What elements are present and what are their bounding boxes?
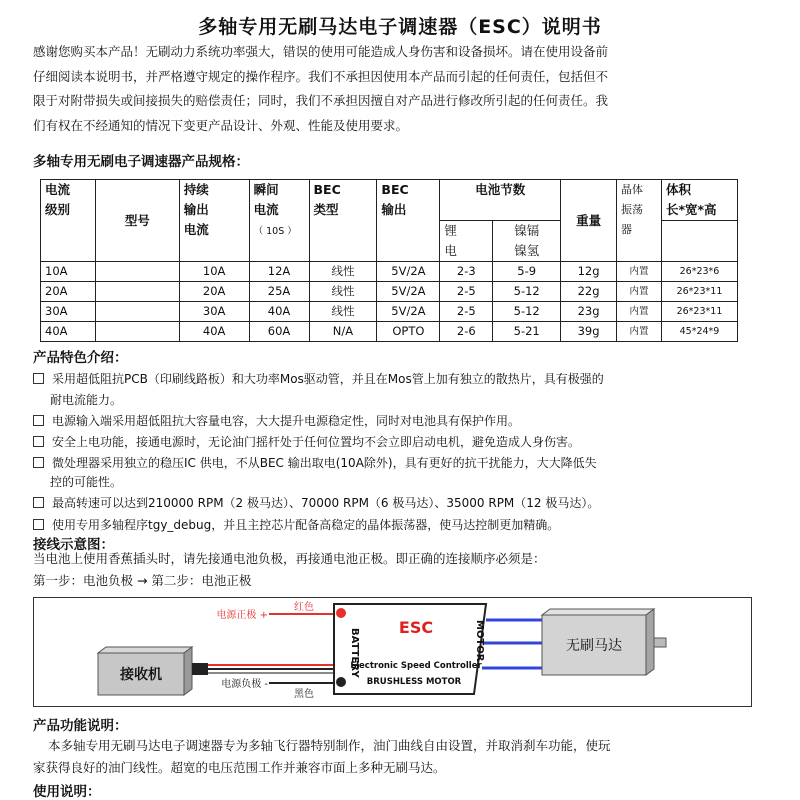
intro-paragraph xyxy=(33,40,733,138)
list-item: 安全上电功能，接通电源时，无论油门摇杆处于任何位置均不会立即启动电机，避免造成人身伤害。 xyxy=(33,433,580,450)
checkbox-icon xyxy=(33,415,44,426)
motor-shaft xyxy=(654,638,666,647)
header-burst: 瞬间 电流 （ 10S ） xyxy=(249,180,309,262)
intro-line: 限于对附带损失或间接损失的赔偿责任；同时，我们不承担因擅自对产品进行修改所引起的任何责任。我 xyxy=(33,93,609,108)
header-size: 体积 长*宽*高 xyxy=(661,180,737,221)
wiring-steps: 第一步：电池负极 → 第二步：电池正极 xyxy=(33,573,252,588)
negative-terminal-icon xyxy=(336,677,346,687)
table-row: 20A 20A 25A 线性 5V/2A 2-5 5-12 22g 内置 26*23*11 xyxy=(41,282,738,302)
signal-plug xyxy=(192,663,208,675)
receiver-box-side xyxy=(184,647,192,695)
list-item: 电源输入端采用超低阻抗大容量电容，大大提升电源稳定性，同时对电池具有保护作用。 xyxy=(33,412,520,429)
table-row: 30A 30A 40A 线性 5V/2A 2-5 5-12 23g 内置 26*23*11 xyxy=(41,302,738,322)
power-positive-label: 电源正极 + xyxy=(216,610,268,621)
intro-line: 感谢您购买本产品！无刷动力系统功率强大，错误的使用可能造成人身伤害和设备损坏。请在使用设备前 xyxy=(33,44,609,59)
motor-box-side xyxy=(646,609,654,675)
spec-heading: 多轴专用无刷电子调速器产品规格： xyxy=(33,154,249,170)
esc-label: ESC xyxy=(398,618,434,637)
header-weight: 重量 xyxy=(561,180,617,262)
list-item: 最高转速可以达到210000 RPM（2 极马达）、70000 RPM（6 极马达）、35000 RPM（12 极马达）。 xyxy=(33,494,599,511)
header-continuous: 持续 输出 电流 xyxy=(179,180,249,262)
brushless-label: BRUSHLESS MOTOR xyxy=(366,677,462,687)
features-heading: 产品特色介绍： xyxy=(33,350,128,366)
header-size-blank xyxy=(661,221,737,262)
list-item: 微处理器采用独立的稳压IC 供电，不从BEC 输出取电(10A除外)，具有更好的抗干扰能力，大大降低失 xyxy=(33,454,597,471)
checkbox-icon xyxy=(33,519,44,530)
checkbox-icon xyxy=(33,497,44,508)
spec-header-row xyxy=(41,180,738,221)
list-item: 采用超低阻抗PCB（印刷线路板）和大功率Mos驱动管，并且在Mos管上加有独立的散热片，具有极强的 xyxy=(33,370,604,387)
table-row: 40A 40A 60A N/A OPTO 2-6 5-21 39g 内置 45*24*9 xyxy=(41,322,738,342)
battery-port-label: BATTERY xyxy=(349,628,360,678)
checkbox-icon xyxy=(33,457,44,468)
list-item-continued: 耐电流能力。 xyxy=(50,393,123,407)
features-list xyxy=(33,370,753,530)
esc-name-label: Electronic Speed Controller xyxy=(350,661,482,671)
black-wire-label: 黑色 xyxy=(294,689,314,700)
function-heading: 产品功能说明： xyxy=(33,718,128,734)
header-current-level: 电流 级别 xyxy=(41,180,96,262)
red-wire-label: 红色 xyxy=(294,602,314,613)
list-item: 使用专用多轴程序tgy_debug，并且主控芯片配备高稳定的晶体振荡器，使马达控制更加精确。 xyxy=(33,516,559,533)
motor-box-top xyxy=(542,609,654,615)
list-item-continued: 控的可能性。 xyxy=(50,475,123,489)
receiver-box-top xyxy=(98,647,192,653)
motor-port-label: MOTOR xyxy=(474,620,485,662)
wiring-diagram xyxy=(33,597,752,707)
intro-line: 们有权在不经通知的情况下变更产品设计、外观、性能及使用要求。 xyxy=(33,117,409,133)
spec-table xyxy=(40,179,738,342)
table-row: 10A 10A 12A 线性 5V/2A 2-3 5-9 12g 内置 26*23*6 xyxy=(41,262,738,282)
header-bec-type: BEC 类型 xyxy=(309,180,377,262)
power-negative-label: 电源负极 - xyxy=(221,679,268,690)
intro-line: 仔细阅读本说明书，并严格遵守规定的操作程序。我们不承担因使用本产品而引起的任何责任，包括但不 xyxy=(33,68,609,84)
header-bec-output: BEC 输出 xyxy=(377,180,440,262)
header-model: 型号 xyxy=(95,180,179,262)
checkbox-icon xyxy=(33,436,44,447)
header-crystal: 晶体 振荡 器 xyxy=(617,180,662,262)
checkbox-icon xyxy=(33,373,44,384)
positive-terminal-icon xyxy=(336,608,346,618)
wiring-instruction: 当电池上使用香蕉插头时，请先接通电池负极，再接通电池正极。即正确的连接顺序必须是： xyxy=(33,551,546,566)
header-lipo: 锂 电 xyxy=(440,221,493,262)
header-nimh: 镍镉 镍氢 xyxy=(493,221,561,262)
wiring-heading: 接线示意图： xyxy=(33,537,114,553)
motor-label: 无刷马达 xyxy=(566,638,622,654)
header-battery: 电池节数 xyxy=(440,180,561,221)
wiring-diagram-svg xyxy=(34,598,751,706)
receiver-label: 接收机 xyxy=(120,667,162,683)
function-line: 家获得良好的油门线性。超宽的电压范围工作并兼容市面上多种无刷马达。 xyxy=(33,760,446,775)
document-title: 多轴专用无刷马达电子调速器（ESC）说明书 xyxy=(198,16,602,38)
usage-heading: 使用说明： xyxy=(33,784,101,800)
function-line: 本多轴专用无刷马达电子调速器专为多轴飞行器特别制作，油门曲线自由设置，并取消刹车功能，使玩 xyxy=(48,738,611,753)
